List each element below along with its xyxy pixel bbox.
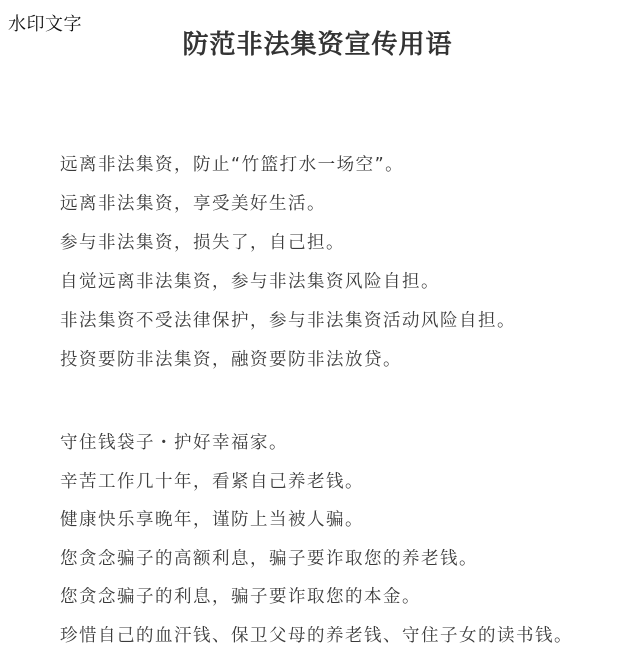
slogan-line: 守住钱袋子・护好幸福家。: [60, 433, 288, 453]
slogan-line: 您贪念骗子的高额利息，骗子要诈取您的养老钱。: [60, 548, 478, 569]
slogan-section-2: [60, 424, 573, 656]
slogan-line: 参与非法集资，损失了，自己担。: [60, 233, 345, 253]
slogan-line: 远离非法集资，享受美好生活。: [60, 194, 326, 214]
slogan-line: 自觉远离非法集资，参与非法集资风险自担。: [60, 272, 440, 292]
slogan-line: 投资要防非法集资，融资要防非法放贷。: [60, 350, 402, 370]
slogan-line: 远离非法集资，防止“竹篮打水一场空”。: [60, 155, 405, 175]
slogan-line: 健康快乐享晚年，谨防上当被人骗。: [60, 510, 364, 531]
slogan-section-1: [60, 146, 516, 380]
slogan-line: 非法集资不受法律保护，参与非法集资活动风险自担。: [60, 311, 516, 331]
watermark-text: 水印文字: [8, 14, 82, 35]
slogan-line: 辛苦工作几十年，看紧自己养老钱。: [60, 471, 364, 492]
slogan-line: 珍惜自己的血汗钱、保卫父母的养老钱、守住子女的读书钱。: [60, 625, 573, 646]
page-title: 防范非法集资宣传用语: [182, 30, 453, 60]
slogan-line: 您贪念骗子的利息，骗子要诈取您的本金。: [60, 587, 421, 608]
